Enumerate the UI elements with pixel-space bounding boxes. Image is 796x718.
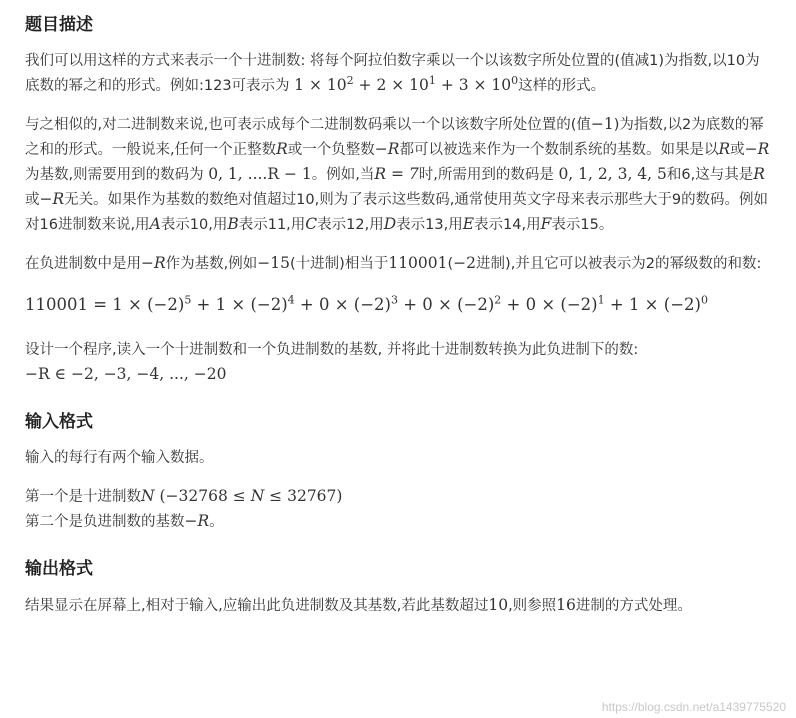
output-description: 结果显示在屏幕上,相对于输入,应输出此负进制数及其基数,若此基数超过10,则参照16进制的方式处理。 xyxy=(25,596,692,614)
paragraph-task: 设计一个程序,读入一个十进制数和一个负进制数的基数, 并将此十进制数转换为此负进制下的数: −R ∈ −2, −3, −4, ..., −20 xyxy=(25,342,639,383)
paragraph-decimal-intro: 我们可以用这样的方式来表示一个十进制数: 将每个阿拉伯数字乘以一个以该数字所处位置的(值减1)为指数,以10为底数的幂之和的形式。例如:123可表示为 $1 \times 10^2 + 2 \times 10^1 + 3 \times 10^0$这样的形式。 xyxy=(25,53,760,94)
section-heading-input: 输入格式 xyxy=(25,412,93,432)
paragraph-negative-base: 在负进制数中是用−R作为基数,例如−15(十进制)相当于110001(−2进制),并且它可以被表示为2的幂级数的和数: xyxy=(25,254,762,272)
paragraph-binary-explanation: 与之相似的,对二进制数来说,也可表示成每个二进制数码乘以一个以该数字所处位置的(值−1)为指数,以2为底数的幂之和的形式。一般说来,任何一个正整数R或一个负整数−R都可以被选来作为一个数制系统的基数。如果是以R或−R为基数,则需要用到的数码为 0, 1, ....R − 1。例如,当R = 7时,所需用到的数码是 0, 1, 2, 3, 4, 5和6,这与其是R或−R无关。如果作为基数的数绝对值超过10,则为了表示这些数码,通常使用英文字母来表示那些大于9的数码。例如对16进制数来说,用A表示10,用B表示11,用C表示12,用D表示13,用E表示14,用F表示15。 xyxy=(25,115,770,233)
section-heading-output: 输出格式 xyxy=(25,559,93,579)
section-heading-description: 题目描述 xyxy=(25,15,93,35)
input-line-1: 输入的每行有两个输入数据。 xyxy=(25,450,214,466)
input-lines: 第一个是十进制数N (−32768 ≤ N ≤ 32767) 第二个是负进制数的基数−R。 xyxy=(25,487,343,530)
base-range: −R ∈ −2, −3, −4, ..., −20 xyxy=(25,365,227,383)
equation-power-series: $110001 = 1 \times (-2)^5 + 1 \times (-2)^4 + 0 \times (-2)^3 + 0 \times (-2)^2 + 0 \times (-2)^1 + 1 \times (-2)^0$ xyxy=(25,293,708,314)
watermark-url: https://blog.csdn.net/a1439775520 xyxy=(601,700,786,714)
